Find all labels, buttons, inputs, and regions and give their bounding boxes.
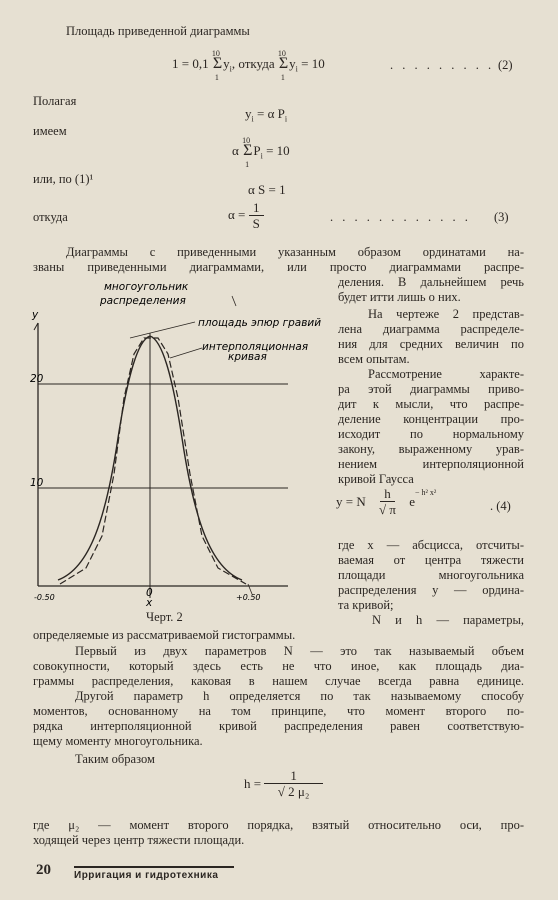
label-poly-1: многоугольник — [104, 281, 189, 293]
eq3-fraction — [249, 200, 264, 232]
eq5-fraction — [264, 768, 323, 800]
eq4-exponent: − h² x² — [414, 487, 437, 497]
sum-lower-3: 1 — [245, 160, 250, 169]
eq4-lhs: y = N — [336, 494, 366, 509]
p2-line: лена диаграмма распределе- — [338, 322, 524, 336]
label-interp-1: интерполяционная — [202, 341, 309, 353]
eq2-term-2: y — [289, 56, 296, 71]
eq3-dots: . . . . . . . . . . . . — [330, 210, 471, 224]
figure-diagram — [30, 278, 330, 608]
x-zero-label: 0 — [146, 587, 153, 599]
equation-2 — [172, 49, 325, 82]
p6-line: граммы распределения, каковая в нашем случае всегда равна единице. — [33, 674, 524, 688]
p5-line: определяемые из рассматриваемой гистограммы. — [33, 628, 296, 642]
leader-poly — [232, 296, 236, 306]
equation-alpha-s: α S = 1 — [248, 182, 286, 197]
text-imeem: имеем — [33, 124, 67, 138]
p4-line: площади многоугольника — [338, 568, 524, 582]
label-poly-2: распределения — [100, 295, 186, 307]
eq2-number: (2) — [498, 58, 513, 72]
p1-line-4: будет итти лишь о них. — [338, 290, 461, 304]
eq3-lhs: α = — [228, 206, 249, 222]
text-ili: или, по (1)¹ — [33, 172, 94, 186]
p7-line: Другой параметр h определяется по так называемому способу — [75, 689, 524, 703]
tick-label-10: 10 — [30, 477, 44, 489]
p8-line: где μ₂ — момент второго порядка, взятый относительно оси, про- — [33, 818, 524, 832]
text-heading: Площадь приведенной диаграммы — [66, 24, 250, 38]
eq2-sub: i — [229, 64, 232, 74]
p4-line: где x — абсцисса, отсчиты- — [338, 538, 524, 552]
p3-line: нением интерполяционной — [338, 457, 524, 471]
tick-label-20: 20 — [30, 373, 44, 385]
eq4-fraction — [375, 486, 400, 518]
eq-y: y — [245, 106, 252, 121]
eq-y-sub: i — [251, 114, 254, 124]
eq-p-sub-2: i — [260, 151, 263, 161]
eq4-den: √ π — [378, 502, 396, 517]
p3-line: Рассмотрение характе- — [368, 367, 524, 381]
p1-line-1: Диаграммы с приведенными указанным образом ординатами на- — [66, 245, 524, 259]
p7-line: рядка интерполяционной кривой распределения равен соответствую- — [33, 719, 524, 733]
p4-line: ваемая от центра тяжести — [338, 553, 524, 567]
eq-y-rest: = α P — [253, 106, 285, 121]
label-interp-2: кривая — [228, 351, 267, 363]
eq5-lhs: h = — [244, 776, 265, 791]
eq4-num: h — [380, 486, 395, 502]
eq3-number: (3) — [494, 210, 509, 224]
eq2-sub-2: i — [295, 64, 298, 74]
p6-line: совокупности, который здесь есть не что иное, как площадь диа- — [33, 659, 524, 673]
y-axis-label: y — [32, 309, 39, 321]
p2-line: ния для средних величин по — [338, 337, 524, 351]
sum-upper-3: 10 — [242, 136, 251, 145]
p3-line: закону, выраженному урав- — [338, 442, 524, 456]
journal-title: Ирригация и гидротехника — [74, 870, 219, 881]
eq3-num: 1 — [249, 200, 264, 216]
eq-p: P — [253, 143, 261, 158]
eq2-mid: , откуда — [231, 56, 278, 71]
page-number: 20 — [36, 862, 51, 878]
sum-sign-3: Σ 10 1 — [242, 144, 253, 158]
label-ploshchad: площадь эпюр гравий — [198, 317, 322, 329]
figure-caption: Черт. 2 — [146, 610, 183, 624]
eq2-dots: . . . . . . . . . — [390, 58, 495, 72]
p7-line: щему моменту многоугольника. — [33, 734, 203, 748]
p8-block — [33, 818, 524, 848]
eq4-number: . (4) — [490, 499, 511, 513]
eq3-den: S — [252, 216, 260, 231]
equation-5 — [244, 768, 323, 800]
p3-line: кривой Гаусса — [338, 472, 414, 486]
eq5-num: 1 — [264, 768, 323, 784]
eq2-term: y — [223, 56, 230, 71]
p3-block — [338, 367, 524, 487]
p8-line: ходящей через центр тяжести площади. — [33, 833, 245, 847]
eq2-lhs: 1 = 0,1 — [172, 56, 212, 71]
p6-line: Первый из двух параметров N — это так называемый объем — [75, 644, 524, 658]
x-left-label: -0.50 — [34, 593, 55, 602]
leader-interp — [170, 348, 202, 358]
p1-line-2: званы приведенными диаграммами, или просто диаграммами распре- — [33, 260, 524, 274]
text-polagaya: Полагая — [33, 94, 77, 108]
p4-line-6: N и h — параметры, — [372, 613, 524, 627]
p4-block — [338, 538, 524, 613]
equation-sum-p — [232, 136, 290, 169]
equation-y-alpha-p — [245, 106, 287, 124]
p6-block — [33, 644, 524, 689]
eq4-e: e — [409, 494, 415, 509]
p2-line: всем опытам. — [338, 352, 410, 366]
p7-block — [33, 689, 524, 749]
sum-lower: 1 — [214, 73, 219, 82]
sum-sign: Σ 10 1 — [212, 57, 223, 71]
equation-4 — [336, 486, 436, 518]
p3-line: ра этой диаграммы приво- — [338, 382, 524, 396]
sum-upper: 10 — [211, 49, 220, 58]
footer-rule — [74, 866, 234, 868]
p4-line: та кривой; — [338, 598, 394, 612]
distribution-polygon — [60, 338, 246, 584]
p7-line: моментов, основанному на том принципе, что момент второго по- — [33, 704, 524, 718]
x-axis-label: x — [146, 597, 153, 608]
text-otkuda: откуда — [33, 210, 68, 224]
p3-line: дит к мысли, что распре- — [338, 397, 524, 411]
eq5-den: √ 2 μ₂ — [277, 784, 310, 799]
sum-upper-2: 10 — [277, 49, 286, 58]
eq-sum-p-rhs: = 10 — [262, 143, 290, 158]
p2-line: На чертеже 2 представ- — [368, 307, 524, 321]
equation-3 — [228, 200, 264, 232]
p3-line: деление концентрации про- — [338, 412, 524, 426]
p3-line: исходит по нормальному — [338, 427, 524, 441]
x-right-label: +0.50 — [236, 593, 261, 602]
text-takim: Таким образом — [75, 752, 155, 766]
p1-line-3: деления. В дальнейшем речь — [338, 275, 524, 289]
sum-lower-2: 1 — [280, 73, 285, 82]
p2-block — [338, 307, 524, 367]
eq-alpha: α — [232, 143, 243, 158]
eq-p-sub: i — [284, 114, 288, 124]
sum-sign-2: Σ 10 1 — [278, 57, 289, 71]
p4-line: распределения y — ордина- — [338, 583, 524, 597]
leader-ploshchad — [130, 322, 195, 338]
eq2-rhs: = 10 — [297, 56, 325, 71]
